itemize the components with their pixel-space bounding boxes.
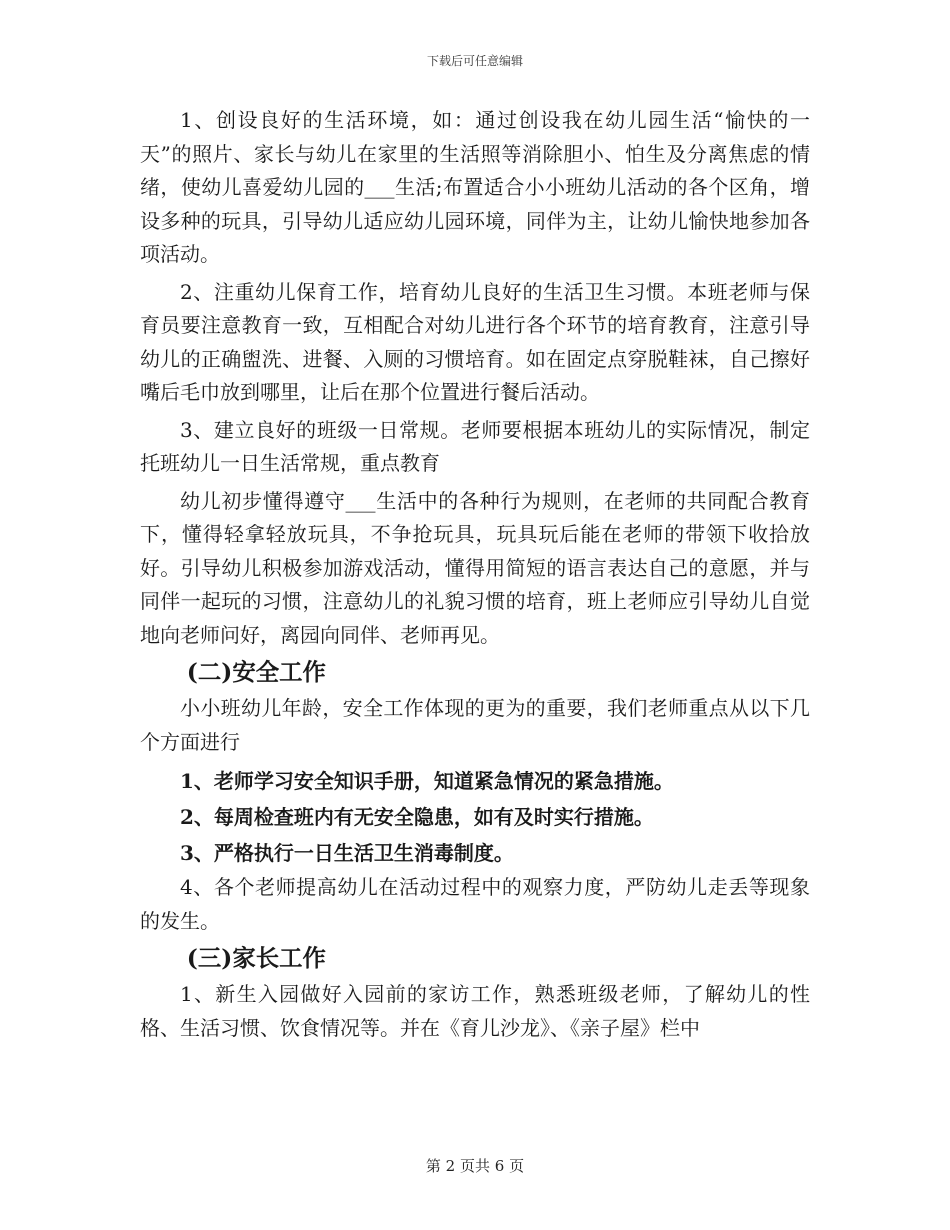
page-number: 第 2 页共 6 页 [425, 1157, 525, 1175]
paragraph-behavior-rules: 幼儿初步懂得遵守___生活中的各种行为规则，在老师的共同配合教育下，懂得轻拿轻放玩具，不争抢玩具，玩具玩后能在老师的带领下收拾放好。引导幼儿积极参加游戏活动，懂得用简短的语言表达自己的意愿，并与同伴一起玩的习惯，注意幼儿的礼貌习惯的培育，班上老师应引导幼儿自觉地向老师问好，离园向同伴、老师再见。 [140, 488, 810, 647]
safety-item-3: 3、严格执行一日生活卫生消毒制度。 [180, 841, 514, 865]
paragraph-living-environment: 1、创设良好的生活环境，如：通过创设我在幼儿园生活“愉快的一天”的照片、家长与幼儿在家里的生活照等消除胆小、怕生及分离焦虑的情绪，使幼儿喜爱幼儿园的___生活;布置适合小小班幼儿活动的各个区角，增设多种的玩具，引导幼儿适应幼儿园环境，同伴为主，让幼儿愉快地参加各项活动。 [140, 108, 810, 266]
section-heading-safety: (二)安全工作 [186, 658, 326, 686]
safety-item-4: 4、各个老师提高幼儿在活动过程中的观察力度，严防幼儿走丢等现象的发生。 [140, 875, 810, 933]
paragraph-home-visit: 1、新生入园做好入园前的家访工作，熟悉班级老师，了解幼儿的性格、生活习惯、饮食情况等。并在《育儿沙龙》、《亲子屋》栏中 [140, 982, 810, 1040]
safety-item-1: 1、老师学习安全知识手册，知道紧急情况的紧急措施。 [180, 769, 674, 793]
safety-item-2: 2、每周检查班内有无安全隐患，如有及时实行措施。 [180, 805, 654, 829]
paragraph-daily-routine: 3、建立良好的班级一日常规。老师要根据本班幼儿的实际情况，制定托班幼儿一日生活常规，重点教育 [140, 417, 810, 475]
paragraph-childcare-work: 2、注重幼儿保育工作，培育幼儿良好的生活卫生习惯。本班老师与保育员要注意教育一致，互相配合对幼儿进行各个环节的培育教育，注意引导幼儿的正确盥洗、进餐、入厕的习惯培育。如在固定点穿脱鞋袜，自己擦好嘴后毛巾放到哪里，让后在那个位置进行餐后活动。 [140, 279, 810, 404]
paragraph-safety-intro: 小小班幼儿年龄，安全工作体现的更为的重要，我们老师重点从以下几个方面进行 [140, 696, 810, 754]
document-body [140, 104, 810, 1045]
section-heading-parents: (三)家长工作 [186, 944, 326, 972]
page-header: 下载后可任意编辑 [426, 54, 523, 68]
